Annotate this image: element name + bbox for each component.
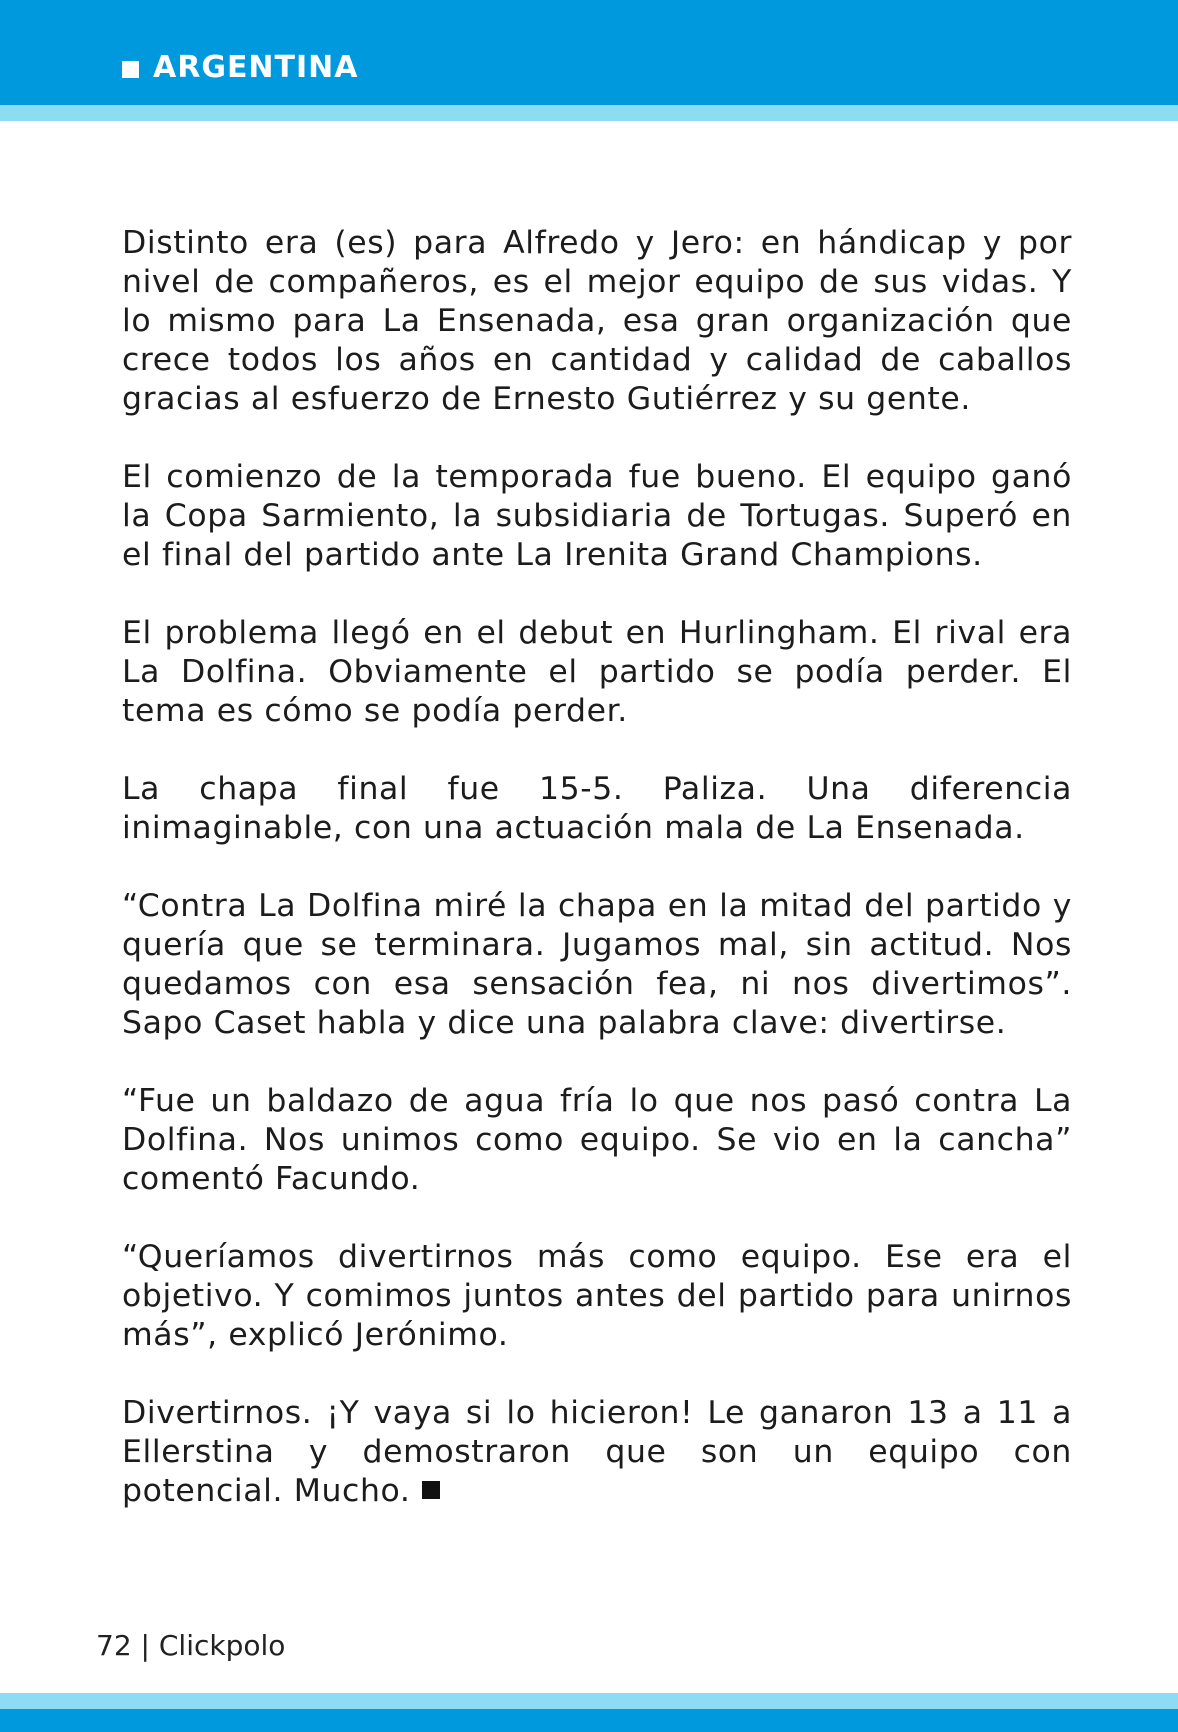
- paragraph: “Queríamos divertirnos más como equipo. Ese era el objetivo. Y comimos juntos antes del partido para unirnos más”, explicó Jerónimo.: [122, 1239, 1072, 1353]
- end-of-article-square-icon: [422, 1481, 440, 1499]
- header-stripe: [0, 105, 1178, 121]
- section-title: ARGENTINA: [153, 50, 359, 85]
- paragraph: La chapa final fue 15-5. Paliza. Una diferencia inimaginable, con una actuación mala de La Ensenada.: [122, 771, 1072, 846]
- paragraph: Distinto era (es) para Alfredo y Jero: en hándicap y por nivel de compañeros, es el mejor equipo de sus vidas. Y lo mismo para La Ensenada, esa gran organización que crece todos los años en cantidad y calidad de caballos gracias al esfuerzo de Ernesto Gutiérrez y su gente.: [122, 225, 1072, 417]
- article-body: [122, 224, 1072, 1511]
- paragraph-last: [122, 1394, 1072, 1511]
- paragraph: El problema llegó en el debut en Hurlingham. El rival era La Dolfina. Obviamente el partido se podía perder. El tema es cómo se podía perder.: [122, 615, 1072, 729]
- paragraph: “Fue un baldazo de agua fría lo que nos pasó contra La Dolfina. Nos unimos como equipo. Se vio en la cancha” comentó Facundo.: [122, 1083, 1072, 1197]
- page-number-footer: 72 | Clickpolo: [96, 1629, 286, 1662]
- section-square-icon: [122, 61, 139, 78]
- footer-bar: [0, 1709, 1178, 1732]
- paragraph: “Contra La Dolfina miré la chapa en la mitad del partido y quería que se terminara. Jugamos mal, sin actitud. Nos quedamos con esa sensación fea, ni nos divertimos”. Sapo Caset habla y dice una palabra clave: divertirse.: [122, 888, 1072, 1041]
- paragraph-text: Divertirnos. ¡Y vaya si lo hicieron! Le ganaron 13 a 11 a Ellerstina y demostraron que son un equipo con potencial. Mucho.: [122, 1395, 1072, 1509]
- footer-stripe: [0, 1693, 1178, 1709]
- paragraph: El comienzo de la temporada fue bueno. El equipo ganó la Copa Sarmiento, la subsidiaria de Tortugas. Superó en el final del partido ante La Irenita Grand Champions.: [122, 459, 1072, 573]
